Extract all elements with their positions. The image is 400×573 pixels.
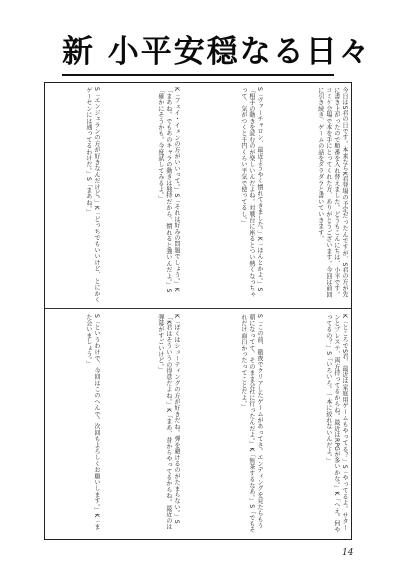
page-title: 新 小平安穏なる日々 <box>62 34 372 70</box>
text-column-top-1: 今日はS君の日です。本来ならK君登場の予定だったんですが、S君の方が先に書き上がったので順番を入れ替えました。どうもこんにちは、小平です。コミケ会場で本を手にとってくれた方、ありがとうございます。今回は前回に引き続き、ゲームの話をダラダラと書いていきます。 <box>316 87 348 298</box>
text-column-top-2: S「ヴァーチャロン、最近ようやく慣れてきました。」K「ほんとかよ。」S「相手の動きを読むのが楽しいんだよね。対戦台に座るとつい熱くなっちゃって、気がつくと千円くらい平気で使ってるし。」 <box>239 87 263 298</box>
section-divider <box>45 308 351 309</box>
title-bar <box>62 20 372 76</box>
text-column-top-4: S「エンジェランの方が好きなんだけど。」K「どっちでもいいけど、とにかくゲーセンには通ってるわけだ。」S「まあね。」 <box>84 87 100 303</box>
text-column-bottom-1: K「ところでS君、最近は家庭用ゲームもやってる？」S「やってるよ。サターンとプレステ、両方持ってるからね。最近はRPGが多いかな。」K「へえ。何やってるの？」S「いろいろ。一本に絞れないんだよ。」 <box>324 314 348 533</box>
page-number: 14 <box>342 548 354 558</box>
text-column-bottom-4: S「というわけで、今回はこのへんで。次回もよろしくお願いします。」K「また会いましょう。」 <box>84 314 100 530</box>
text-column-top-3: K「フェイ・イェンの方がいいって。」S「それは好みの問題でしょう。」K「まあね。でもあのキャラの動きは独特だから、慣れると強いんだよ。」S「確かにそうかも。今度試してみるよ。」 <box>156 87 180 293</box>
text-frame <box>44 82 352 540</box>
text-column-bottom-2: S「この前、徹夜でクリアしたゲームがあってさ。エンディングを見たらもう朝になってて、そのまま会社に行ったんだよ。」K「無茶するなあ。」S「でもそれだけ面白かったってことだよ。」 <box>239 314 263 534</box>
text-column-bottom-3: K「ぼくはシューティングの方が好きだね。弾を避けるのがたまらない。」S「K君はそういうの得意だよね。」K「まあ、昔からやってるからね。最近のは弾幕がすごいけど。」 <box>156 314 180 531</box>
